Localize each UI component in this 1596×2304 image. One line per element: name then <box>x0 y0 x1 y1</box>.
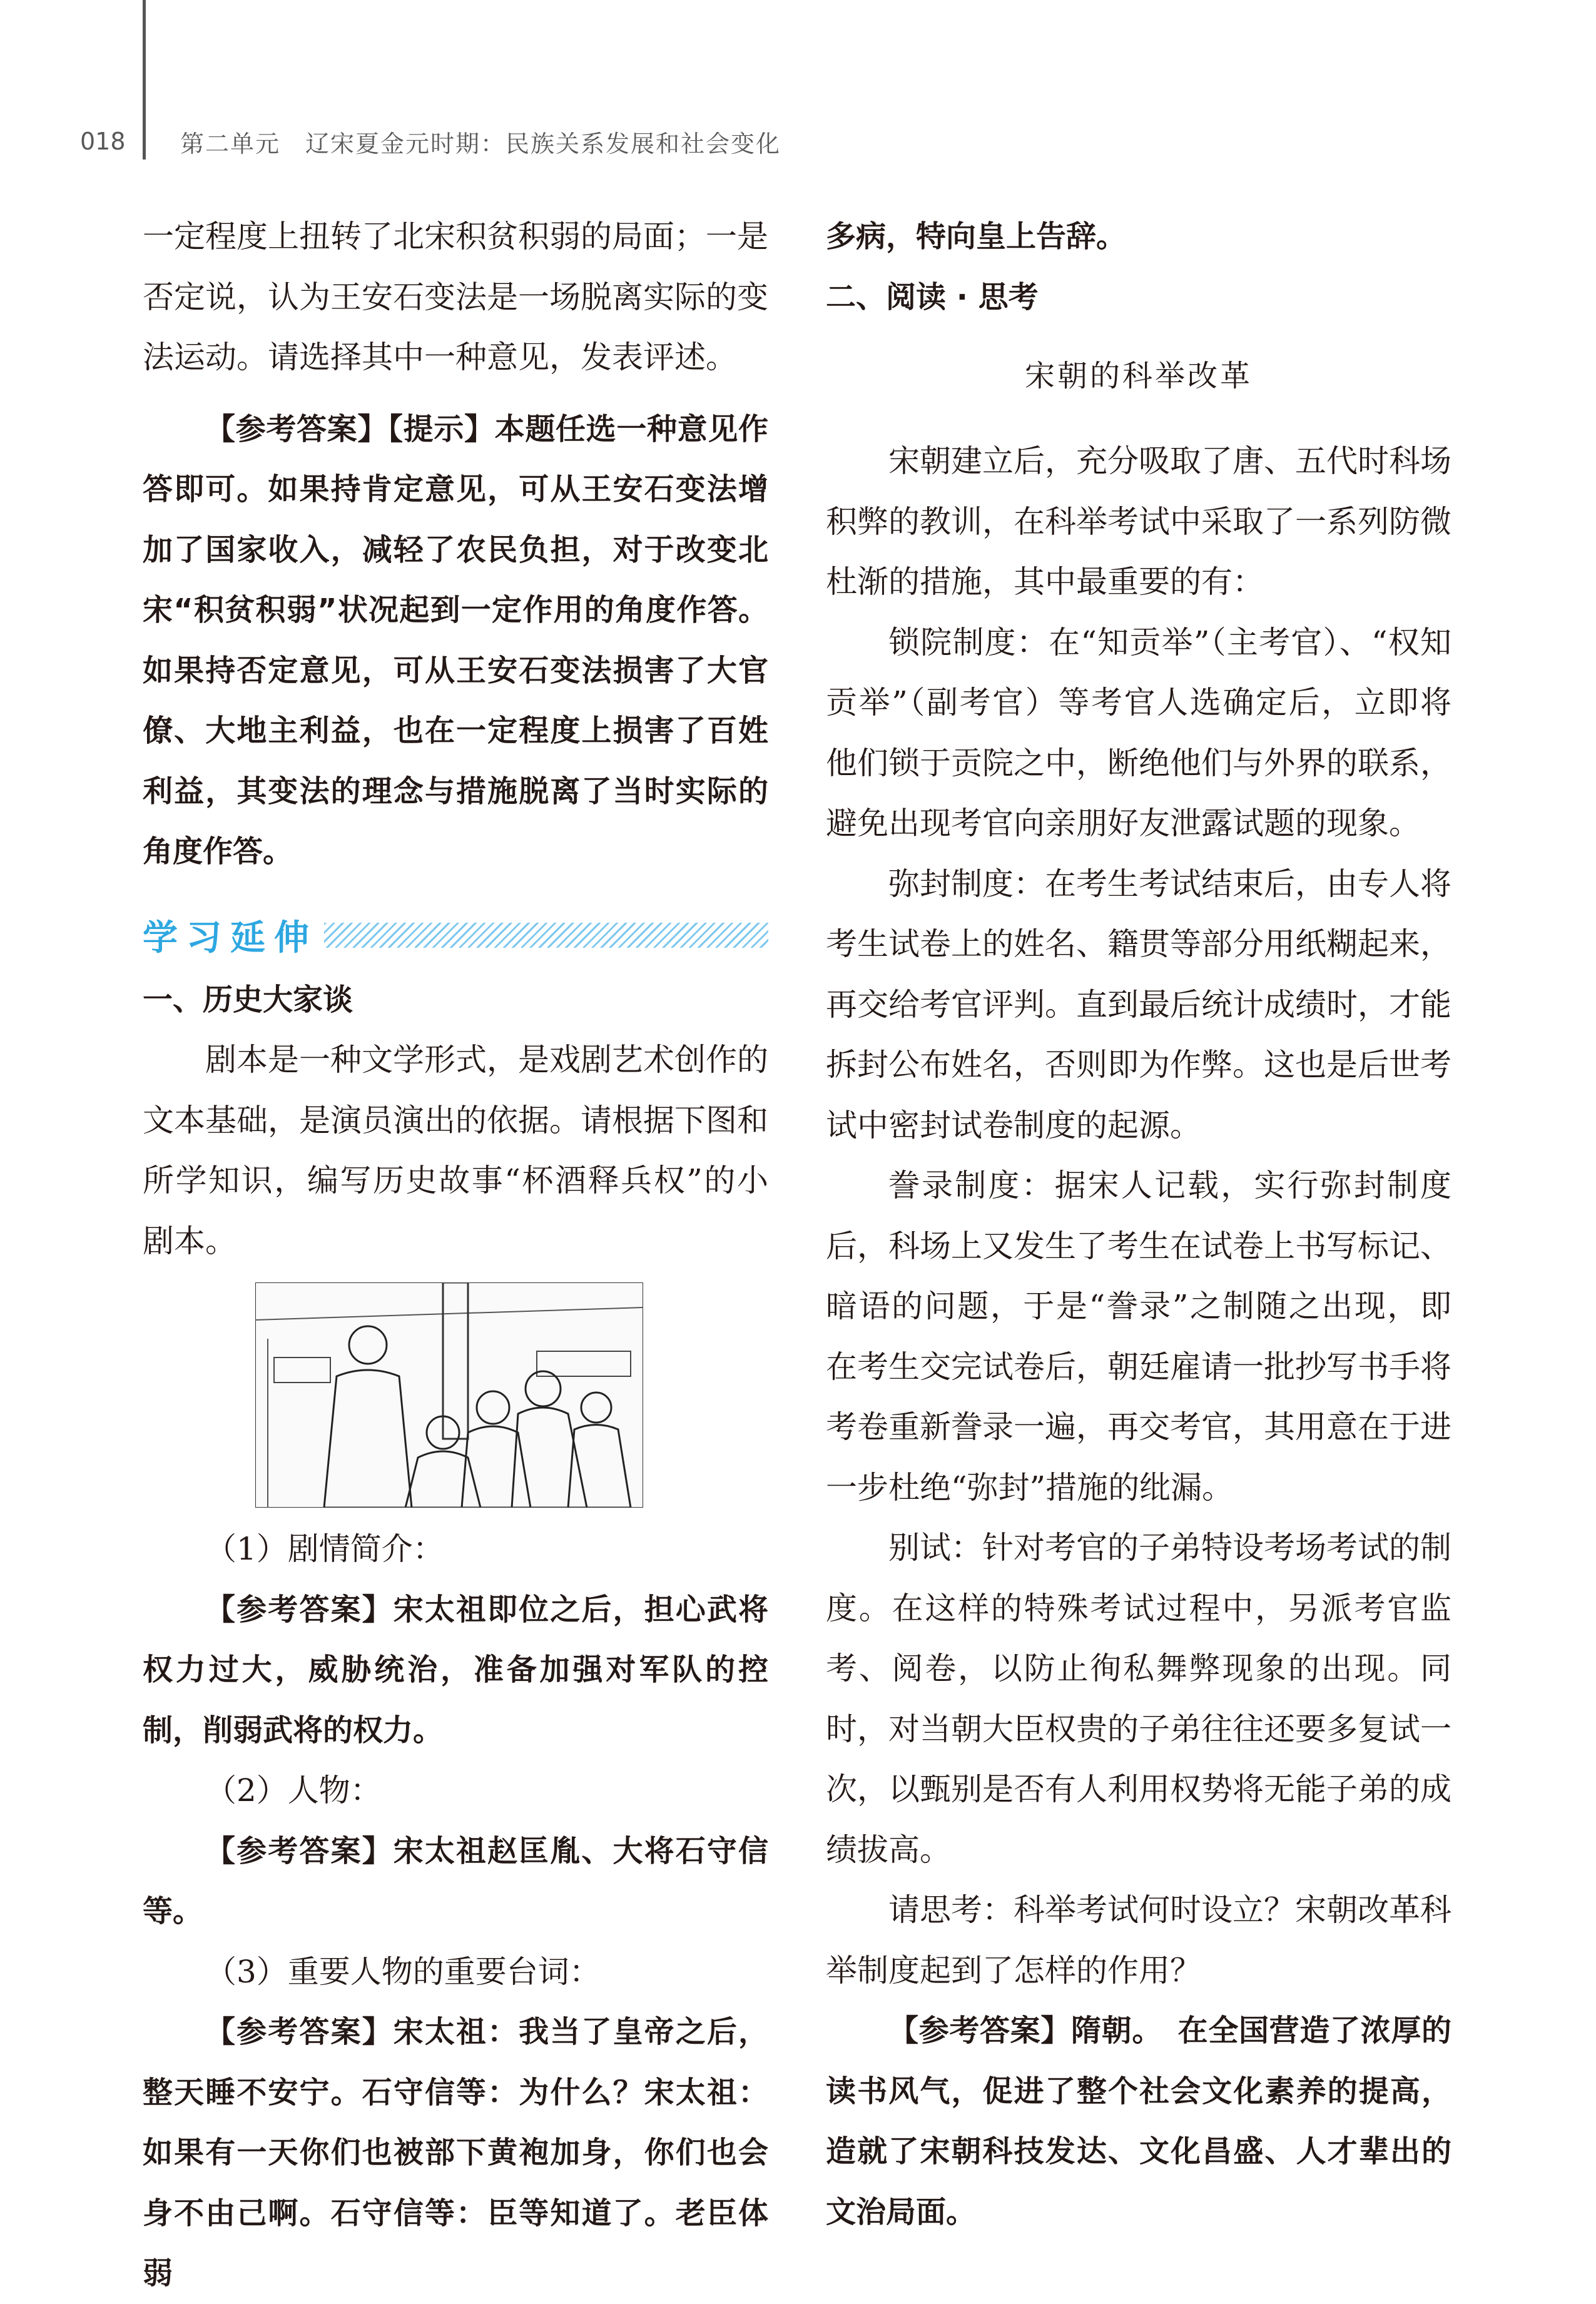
continued-answer: 多病，特向皇上告辞。 <box>826 219 1127 254</box>
page-header <box>80 123 781 160</box>
article-title: 宋朝的科举改革 <box>1024 358 1253 393</box>
article-paragraph: 誊录制度：据宋人记载，实行弥封制度后，科场上又发生了考生在试卷上书写标记、暗语的问题，于是“誊录”之制随之出现，即在考生交完试卷后，朝廷雇请一批抄写书手将考卷重新誊录一遍，再交考官，其用意在于进一步杜绝“弥封”措施的纰漏。 <box>826 1167 1451 1506</box>
intro-text: 一定程度上扭转了北宋积贫积弱的局面；一是否定说，认为王安石变法是一场脱离实际的变法运动。请选择其中一种意见，发表评述。 <box>143 218 768 375</box>
running-title: 第二单元 辽宋夏金元时期：民族关系发展和社会变化 <box>180 129 781 158</box>
answer-plot: 【参考答案】宋太祖即位之后，担心武将权力过大，威胁统治，准备加强对军队的控制，削弱武将的权力。 <box>143 1591 768 1748</box>
illustration-banquet <box>255 1282 643 1508</box>
article-paragraph: 别试：针对考官的子弟特设考场考试的制度。在这样的特殊考试过程中，另派考官监考、阅卷，以防止徇私舞弊现象的出现。同时，对当朝大臣权贵的子弟往往还要多复试一次，以甄别是否有人利用权势将无能子弟的成绩拔高。 <box>826 1530 1451 1868</box>
question-2: （2）人物： <box>205 1772 382 1809</box>
section-stripe <box>324 923 768 948</box>
page-number: 018 <box>80 128 126 155</box>
right-column <box>826 206 1451 2242</box>
subsection-title-1: 一、历史大家谈 <box>143 982 353 1017</box>
answer-block-1: 【参考答案】【提示】本题任选一种意见作答即可。如果持肯定意见，可从王安石变法增加了国家收入，减轻了农民负担，对于改变北宋“积贫积弱”状况起到一定作用的角度作答。如果持否定意见，可从王安石变法损害了大官僚、大地主利益，也在一定程度上损害了百姓利益，其变法的理念与措施脱离了当时实际的角度作答。 <box>143 411 768 869</box>
section-title: 学习延伸 <box>143 917 318 958</box>
left-column <box>143 206 768 2304</box>
prompt-text: 剧本是一种文学形式，是戏剧艺术创作的文本基础，是演员演出的依据。请根据下图和所学知识，编写历史故事“杯酒释兵权”的小剧本。 <box>143 1042 768 1259</box>
question-1: （1）剧情简介： <box>205 1531 444 1567</box>
section-heading <box>143 901 768 970</box>
answer-lines: 【参考答案】宋太祖：我当了皇帝之后，整天睡不安宁。石守信等：为什么？宋太祖：如果有一天你们也被部下黄袍加身，你们也会身不由己啊。石守信等：臣等知道了。老臣体弱 <box>143 2014 768 2291</box>
answer-characters: 【参考答案】宋太祖赵匡胤、大将石守信等。 <box>143 1833 768 1929</box>
think-question: 请思考：科举考试何时设立？宋朝改革科举制度起到了怎样的作用？ <box>826 1892 1451 1989</box>
subsection-title-2: 二、阅读 · 思考 <box>826 279 1039 315</box>
article-paragraph: 弥封制度：在考生考试结束后，由专人将考生试卷上的姓名、籍贯等部分用纸糊起来，再交给考官评判。直到最后统计成绩时，才能拆封公布姓名，否则即为作弊。这也是后世考试中密封试卷制度的起源。 <box>826 865 1451 1144</box>
article-paragraph: 锁院制度：在“知贡举”（主考官）、“权知贡举”（副考官）等考官人选确定后，立即将他们锁于贡院之中，断绝他们与外界的联系，避免出现考官向亲朋好友泄露试题的现象。 <box>826 624 1451 841</box>
article-paragraph: 宋朝建立后，充分吸取了唐、五代时科场积弊的教训，在科举考试中采取了一系列防微杜渐的措施，其中最重要的有： <box>826 443 1451 600</box>
answer-block-2: 【参考答案】隋朝。 在全国营造了浓厚的读书风气，促进了整个社会文化素养的提高，造就了宋朝科技发达、文化昌盛、人才辈出的文治局面。 <box>826 2013 1451 2230</box>
question-3: （3）重要人物的重要台词： <box>205 1953 601 1990</box>
